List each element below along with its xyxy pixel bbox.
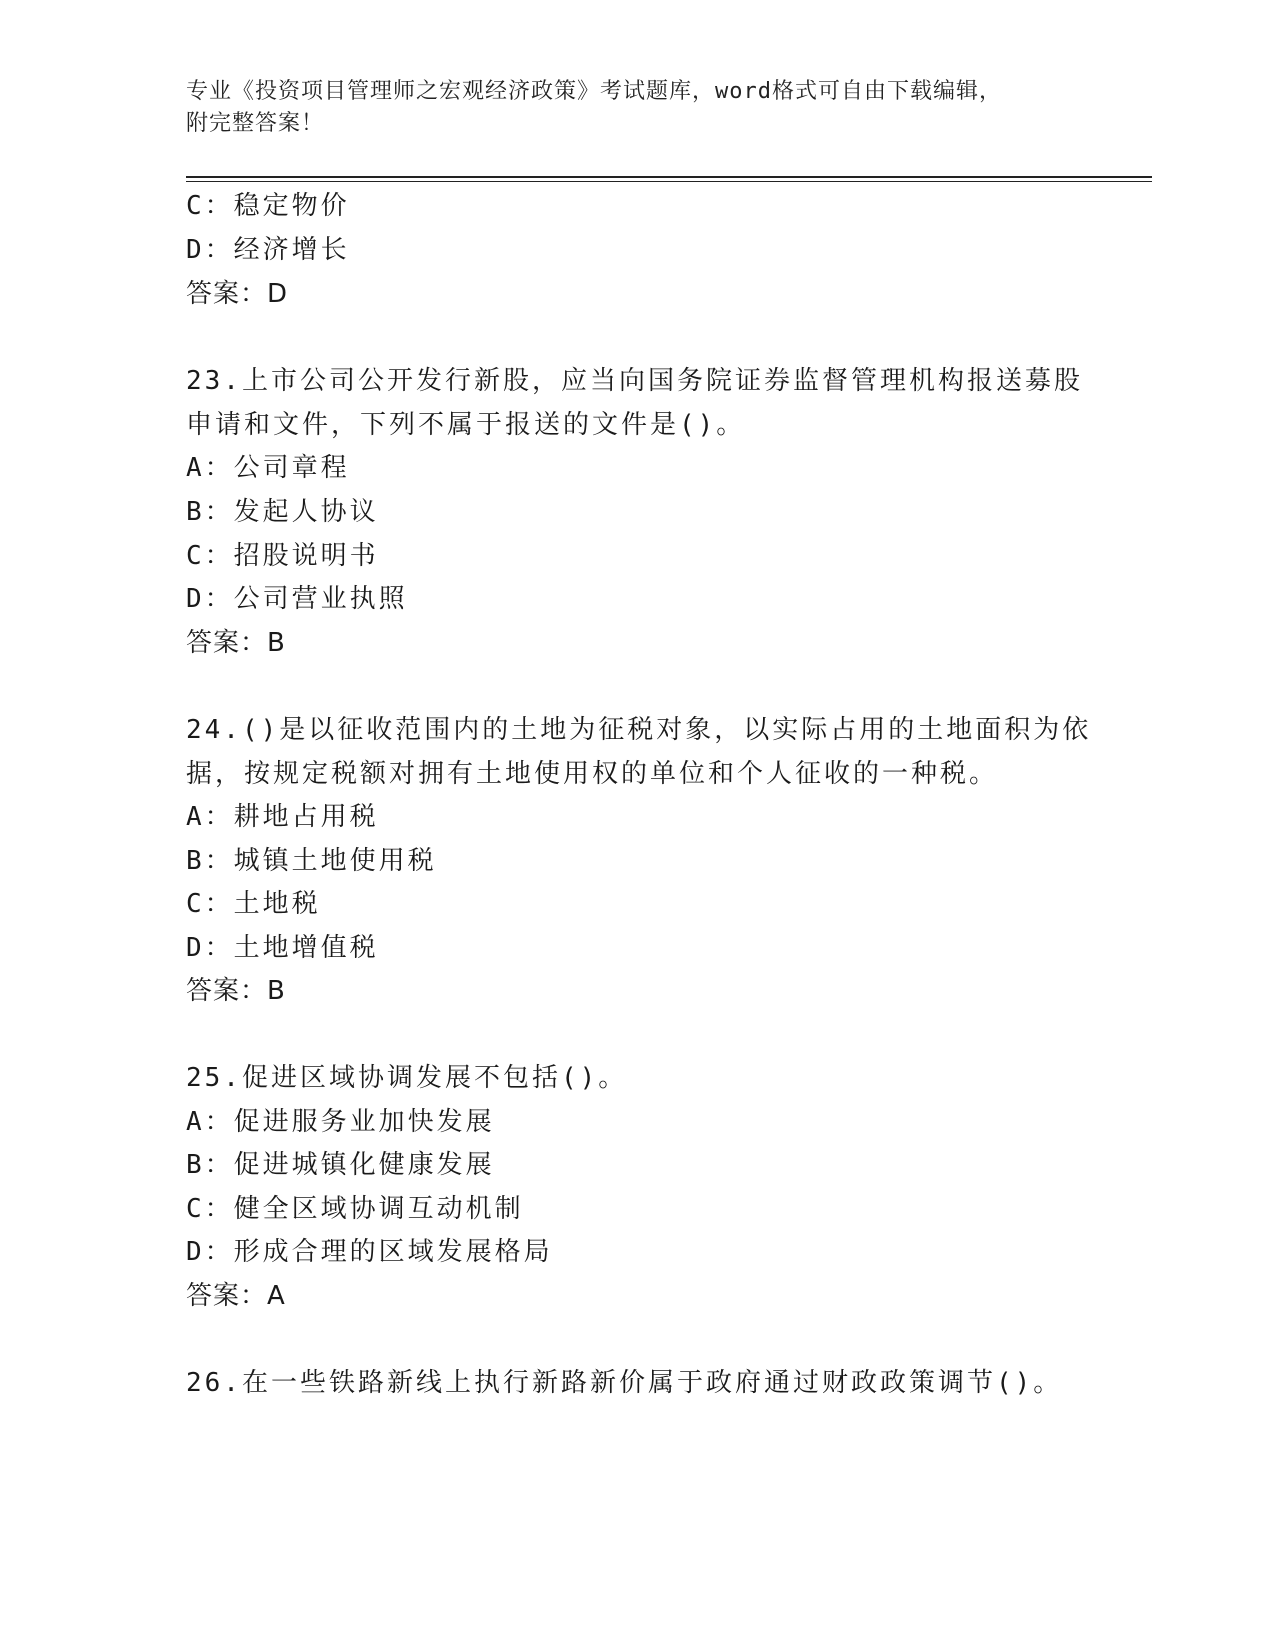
q23-option-b: B：发起人协议	[186, 497, 379, 527]
q23-answer: 答案：B	[186, 628, 286, 658]
q22-option-c: C：稳定物价	[186, 191, 350, 221]
q24-answer: 答案：B	[186, 976, 286, 1006]
q25-option-c: C：健全区域协调互动机制	[186, 1194, 524, 1224]
header-rule-top	[186, 176, 1152, 178]
q23-stem-line-2: 申请和文件，下列不属于报送的文件是()。	[186, 410, 746, 440]
q25-option-b: B：促进城镇化健康发展	[186, 1150, 495, 1180]
q23-option-c: C：招股说明书	[186, 541, 379, 571]
q25-option-d: D：形成合理的区域发展格局	[186, 1237, 553, 1267]
q24-option-a: A：耕地占用税	[186, 802, 379, 832]
q22-option-d: D：经济增长	[186, 235, 350, 265]
q24-option-d: D：土地增值税	[186, 933, 379, 963]
header-line-2: 附完整答案！	[186, 111, 325, 136]
q24-option-b: B：城镇土地使用税	[186, 846, 437, 876]
q25-stem-line-1: 25.促进区域协调发展不包括()。	[186, 1063, 628, 1093]
header-line-1: 专业《投资项目管理师之宏观经济政策》考试题库，word格式可自由下载编辑，	[186, 79, 1002, 104]
q24-stem-line-2: 据，按规定税额对拥有土地使用权的单位和个人征收的一种税。	[186, 759, 999, 789]
q22-answer: 答案：D	[186, 279, 289, 309]
q23-option-a: A：公司章程	[186, 453, 350, 483]
q23-option-d: D：公司营业执照	[186, 584, 408, 614]
q24-stem-line-1: 24.()是以征收范围内的土地为征税对象，以实际占用的土地面积为依	[186, 715, 1092, 745]
header-rule-bottom	[186, 181, 1152, 182]
q26-stem-line-1: 26.在一些铁路新线上执行新路新价属于政府通过财政政策调节()。	[186, 1368, 1063, 1398]
q25-option-a: A：促进服务业加快发展	[186, 1107, 495, 1137]
q25-answer: 答案：A	[186, 1281, 286, 1311]
q24-option-c: C：土地税	[186, 889, 321, 919]
q23-stem-line-1: 23.上市公司公开发行新股，应当向国务院证券监督管理机构报送募股	[186, 366, 1083, 396]
header-note	[186, 76, 1066, 140]
